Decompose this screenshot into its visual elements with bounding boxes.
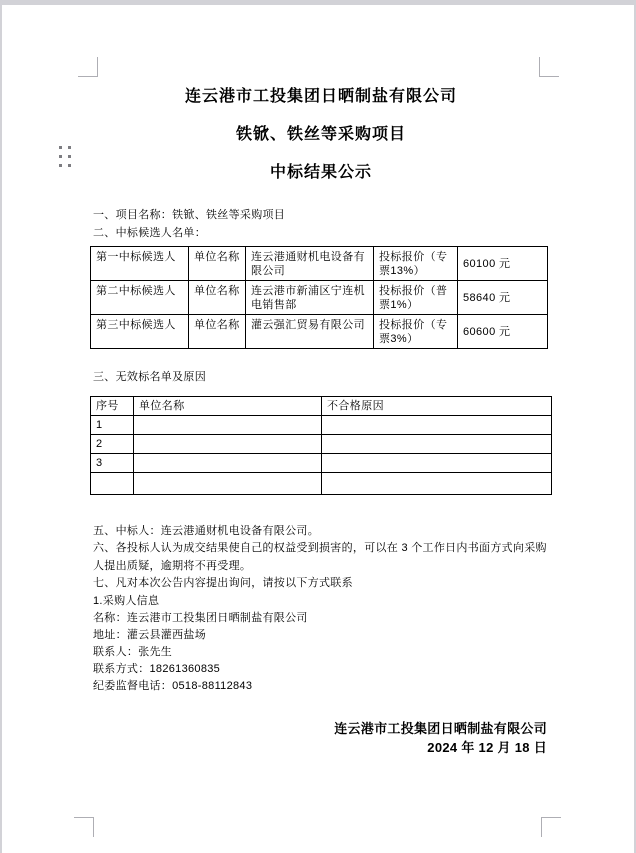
document-title — [93, 78, 549, 192]
invalid-table-header-row — [91, 396, 552, 415]
invalid-row-no: 2 — [91, 434, 134, 453]
signature-company: 连云港市工投集团日晒制盐有限公司 — [334, 720, 547, 736]
drag-handle-icon[interactable] — [59, 146, 71, 167]
signature-block — [93, 719, 549, 757]
candidate-rank: 第三中标候选人 — [91, 315, 189, 349]
candidate-price: 58640 元 — [458, 281, 548, 315]
invalid-row-company — [134, 415, 322, 434]
invalid-header-company: 单位名称 — [134, 396, 322, 415]
section-project-name: 一、项目名称：铁锨、铁丝等采购项目 — [93, 209, 286, 221]
candidate-price-label: 投标报价（专票3%） — [374, 315, 458, 349]
invalid-row-reason — [322, 453, 552, 472]
invalid-row-reason — [322, 415, 552, 434]
invalid-row-reason — [322, 434, 552, 453]
candidate-price-label: 投标报价（普票1%） — [374, 281, 458, 315]
section-invalid-heading: 三、无效标名单及原因 — [93, 371, 206, 383]
candidate-name-label: 单位名称 — [189, 315, 246, 349]
section-candidates-heading: 二、中标候选人名单： — [93, 227, 206, 239]
candidates-table-row-2 — [91, 281, 548, 315]
invalid-table-row-3 — [91, 453, 552, 472]
candidate-company: 连云港市新浦区宁连机电销售部 — [246, 281, 374, 315]
purchaser-address: 地址：灌云县灌西盐场 — [93, 628, 206, 641]
invalid-bids-table — [90, 396, 552, 495]
invalid-row-no: 3 — [91, 453, 134, 472]
purchaser-info — [93, 593, 549, 695]
document-page — [2, 5, 634, 853]
candidates-table — [90, 246, 548, 349]
candidate-name-label: 单位名称 — [189, 281, 246, 315]
invalid-row-company — [134, 434, 322, 453]
invalid-table-row-2 — [91, 434, 552, 453]
purchaser-name: 名称：连云港市工投集团日晒制盐有限公司 — [93, 611, 308, 624]
section-objection: 六、各投标人认为成交结果使自己的权益受到损害的，可以在 3 个工作日内书面方式向采购人提出质疑，逾期将不再受理。 — [93, 542, 547, 572]
candidates-table-row-1 — [91, 247, 548, 281]
supervision-phone: 纪委监督电话：0518-88112843 — [93, 679, 253, 692]
title-line-project: 铁锨、铁丝等采购项目 — [235, 126, 406, 143]
section-inquiry: 七、凡对本次公告内容提出询问，请按以下方式联系 — [93, 577, 353, 589]
document-content — [93, 73, 549, 757]
invalid-row-no: 1 — [91, 415, 134, 434]
candidate-price: 60100 元 — [458, 247, 548, 281]
candidate-price: 60600 元 — [458, 315, 548, 349]
invalid-table-row-1 — [91, 415, 552, 434]
invalid-table-row-4 — [91, 472, 552, 494]
purchaser-info-heading: 1.采购人信息 — [93, 594, 160, 607]
candidates-table-row-3 — [91, 315, 548, 349]
text-boundary-mark-bottom-left — [74, 817, 94, 837]
invalid-header-reason: 不合格原因 — [322, 396, 552, 415]
section-winner: 五、中标人：连云港通财机电设备有限公司。 — [93, 524, 319, 537]
purchaser-contact-person: 联系人：张先生 — [93, 645, 173, 658]
candidate-name-label: 单位名称 — [189, 247, 246, 281]
title-line-announcement: 中标结果公示 — [269, 164, 372, 181]
purchaser-phone: 联系方式：18261360835 — [93, 662, 221, 675]
invalid-header-no: 序号 — [91, 396, 134, 415]
title-line-company: 连云港市工投集团日晒制盐有限公司 — [184, 88, 457, 105]
text-boundary-mark-bottom-right — [541, 817, 561, 837]
candidate-price-label: 投标报价（专票13%） — [374, 247, 458, 281]
candidate-rank: 第二中标候选人 — [91, 281, 189, 315]
invalid-row-company — [134, 472, 322, 494]
candidate-company: 灌云强汇贸易有限公司 — [246, 315, 374, 349]
candidate-rank: 第一中标候选人 — [91, 247, 189, 281]
invalid-row-reason — [322, 472, 552, 494]
invalid-row-company — [134, 453, 322, 472]
invalid-row-no — [91, 472, 134, 494]
candidate-company: 连云港通财机电设备有限公司 — [246, 247, 374, 281]
signature-date: 2024 年 12 月 18 日 — [427, 739, 547, 755]
